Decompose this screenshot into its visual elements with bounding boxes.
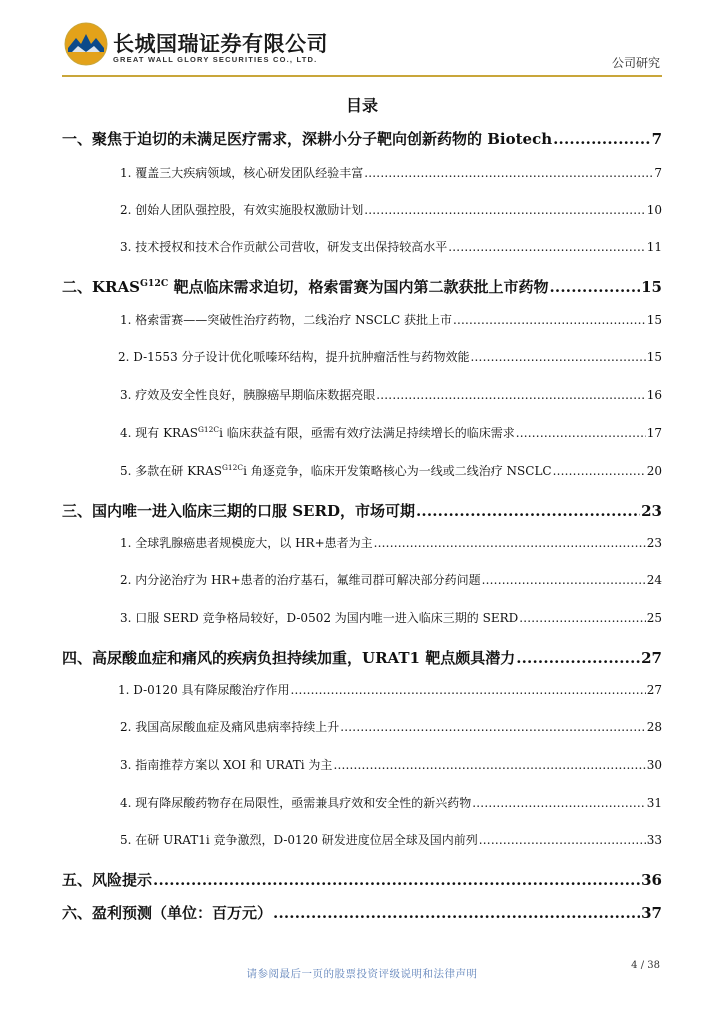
toc-entry-text: 一、聚焦于迫切的未满足医疗需求，深耕小分子靶向创新药物的 Biotech (62, 130, 553, 148)
toc-entry-4-4[interactable] (62, 794, 662, 811)
toc-entry-2[interactable] (62, 276, 662, 297)
toc-entry-page: 15 (641, 278, 662, 296)
toc-entry-text: 1. 格索雷赛——突破性治疗药物，二线治疗 NSCLC 获批上市 (120, 313, 452, 327)
toc-entry-text: 3. 疗效及安全性良好，胰腺癌早期临床数据亮眼 (120, 388, 376, 402)
company-logo-icon (64, 22, 108, 66)
toc-entry-2-1[interactable] (62, 311, 662, 328)
toc-entry-text: 2. 创始人团队强控股，有效实施股权激励计划 (120, 203, 364, 217)
toc-entry-text: 2. 内分泌治疗为 HR+患者的治疗基石，氟维司群可解决部分药问题 (120, 573, 481, 587)
toc-entry-4-2[interactable] (62, 718, 662, 735)
toc-entry-page: 20 (646, 464, 662, 478)
toc-entry-page: 7 (651, 130, 662, 148)
toc-entry-text: 六、盈利预测（单位：百万元） (62, 904, 273, 922)
toc-entry-4-5[interactable] (62, 831, 662, 848)
toc-leader-dots (273, 904, 640, 922)
toc-leader-dots (374, 536, 646, 550)
toc-entry-page: 27 (646, 683, 662, 697)
toc-entry-page: 15 (646, 313, 662, 327)
legal-disclaimer: 请参阅最后一页的股票投资评级说明和法律声明 (246, 968, 478, 980)
toc-entry-page: 7 (654, 166, 662, 180)
toc-leader-dots (364, 166, 653, 180)
toc-leader-dots (516, 426, 646, 440)
toc-entry-3-1[interactable] (62, 534, 662, 551)
superscript: G12C (221, 463, 244, 472)
company-name-en: GREAT WALL GLORY SECURITIES CO., LTD. (113, 55, 318, 64)
toc-entry-text: 2. D-1553 分子设计优化哌嗪环结构，提升抗肿瘤活性与药物效能 (118, 350, 470, 364)
toc-entry-3-2[interactable] (62, 571, 662, 588)
toc-entry-2-4[interactable] (62, 424, 662, 441)
toc-leader-dots (453, 313, 646, 327)
toc-leader-dots (479, 833, 646, 847)
toc-entry-page: 30 (646, 758, 662, 772)
toc-entry-1-3[interactable] (62, 238, 662, 255)
toc-leader-dots (291, 683, 646, 697)
toc-entry-2-2[interactable] (62, 348, 662, 365)
toc-entry-text: 3. 技术授权和技术合作贡献公司营收，研发支出保持较高水平 (120, 240, 448, 254)
toc-entry-page: 11 (646, 240, 662, 254)
page-number: 4 / 38 (631, 960, 660, 971)
header-divider (62, 75, 662, 77)
toc-entry-text: 5. 多款在研 $KRAS^{G12C}i$ 角逐竞争，临床开发策略核心为一线或二线治疗 NSCLC (120, 463, 552, 478)
superscript: G12C (197, 425, 220, 434)
toc-entry-1-2[interactable] (62, 201, 662, 218)
toc-entry-3[interactable] (62, 500, 662, 521)
toc-leader-dots (333, 758, 645, 772)
toc-leader-dots (471, 350, 646, 364)
toc-entry-text: 四、高尿酸血症和痛风的疾病负担持续加重，URAT1 靶点颇具潜力 (62, 649, 516, 667)
toc-entry-page: 28 (646, 720, 662, 734)
toc-entry-text: 1. 全球乳腺癌患者规模庞大，以 HR+患者为主 (120, 536, 373, 550)
toc-entry-text: 4. 现有 $KRAS^{G12C}i$ 临床获益有限，亟需有效疗法满足持续增长的临床需求 (120, 425, 515, 440)
toc-entry-page: 10 (646, 203, 662, 217)
toc-entry-page: 23 (641, 502, 662, 520)
toc-entry-1[interactable] (62, 128, 662, 149)
toc-leader-dots (519, 611, 645, 625)
toc-entry-6[interactable] (62, 902, 662, 923)
toc-entry-text: 4. 现有降尿酸药物存在局限性，亟需兼具疗效和安全性的新兴药物 (120, 796, 472, 810)
toc-entry-page: 24 (646, 573, 662, 587)
toc-leader-dots (482, 573, 646, 587)
toc-entry-page: 15 (646, 350, 662, 364)
superscript: G12C (139, 278, 169, 289)
toc-entry-text: 二、$KRAS^{G12C}$ 靶点临床需求迫切，格索雷赛为国内第二款获批上市药物 (62, 278, 549, 296)
toc-entry-text: 3. 口服 SERD 竞争格局较好，D-0502 为国内唯一进入临床三期的 SERD (120, 611, 519, 625)
toc-entry-text: 1. D-0120 具有降尿酸治疗作用 (118, 683, 290, 697)
toc-entry-text: 1. 覆盖三大疾病领域，核心研发团队经验丰富 (120, 166, 364, 180)
toc-entry-text: 2. 我国高尿酸血症及痛风患病率持续上升 (120, 720, 340, 734)
toc-entry-3-3[interactable] (62, 609, 662, 626)
report-type-label: 公司研究 (611, 56, 660, 70)
toc-leader-dots (553, 464, 646, 478)
toc-entry-text: 五、风险提示 (62, 871, 153, 889)
toc-entry-4-3[interactable] (62, 756, 662, 773)
toc-entry-page: 23 (646, 536, 662, 550)
toc-entry-4[interactable] (62, 647, 662, 668)
toc-entry-2-5[interactable] (62, 462, 662, 479)
toc-entry-page: 16 (646, 388, 662, 402)
toc-entry-page: 27 (641, 649, 662, 667)
toc-leader-dots (364, 203, 645, 217)
toc-entry-1-1[interactable] (62, 164, 662, 181)
toc-leader-dots (550, 278, 641, 296)
toc-entry-text: 3. 指南推荐方案以 XOI 和 URATi 为主 (120, 758, 333, 772)
toc-leader-dots (553, 130, 650, 148)
toc-entry-page: 25 (646, 611, 662, 625)
toc-entry-text: 三、国内唯一进入临床三期的口服 SERD，市场可期 (62, 502, 415, 520)
toc-entry-text: 5. 在研 URAT1i 竞争激烈，D-0120 研发进度位居全球及国内前列 (120, 833, 478, 847)
toc-leader-dots (376, 388, 645, 402)
toc-leader-dots (448, 240, 645, 254)
toc-leader-dots (472, 796, 645, 810)
toc-entry-page: 31 (646, 796, 662, 810)
toc-entry-page: 37 (641, 904, 662, 922)
toc-leader-dots (153, 871, 640, 889)
company-name-cn: 长城国瑞证券有限公司 (113, 32, 328, 56)
toc-entry-5[interactable] (62, 869, 662, 890)
page-header (0, 0, 724, 80)
toc-entry-page: 17 (646, 426, 662, 440)
toc-title: 目录 (345, 96, 378, 115)
toc-entry-page: 36 (641, 871, 662, 889)
toc-leader-dots (340, 720, 645, 734)
toc-entry-4-1[interactable] (62, 681, 662, 698)
toc-leader-dots (416, 502, 640, 520)
toc-entry-page: 33 (646, 833, 662, 847)
toc-leader-dots (516, 649, 640, 667)
toc-entry-2-3[interactable] (62, 386, 662, 403)
